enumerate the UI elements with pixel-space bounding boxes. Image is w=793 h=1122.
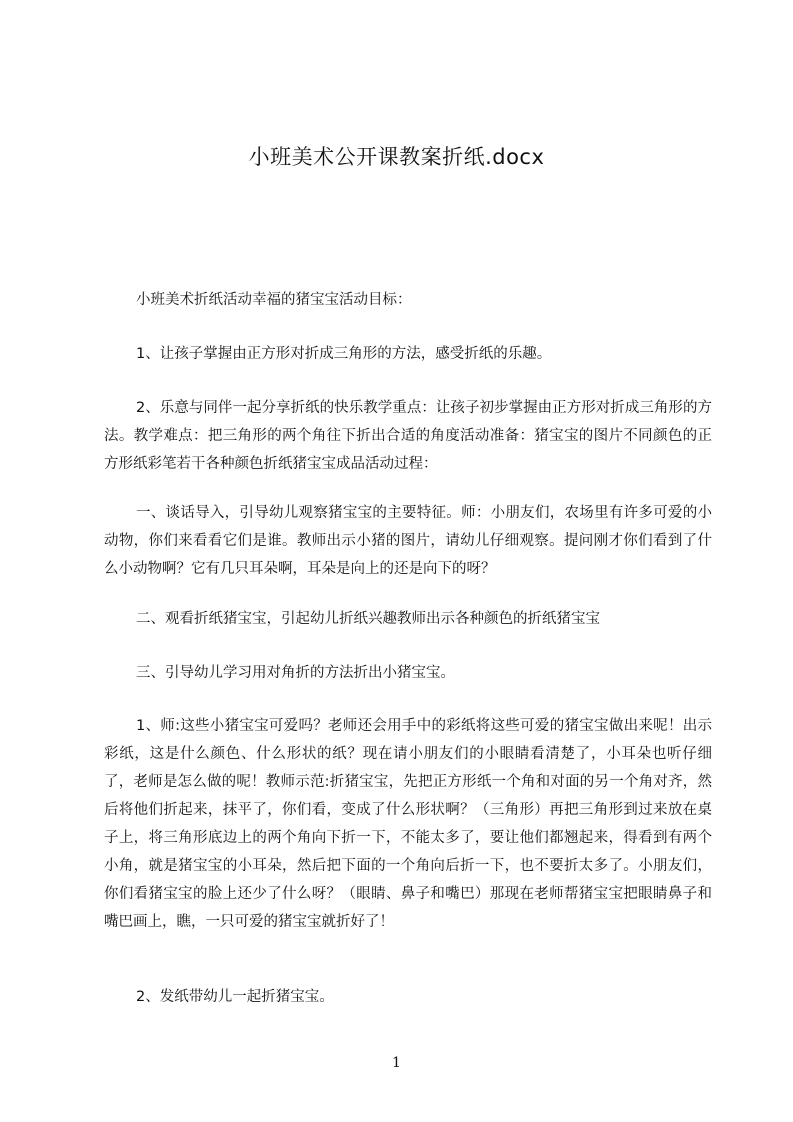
paragraph-objective-2 (104, 394, 712, 478)
paragraph-text: 一、谈话导入，引导幼儿观察猪宝宝的主要特征。师：小朋友们，农场里有许多可爱的小动物，你们来看看它们是谁。教师出示小猪的图片，请幼儿仔细观察。提问刚才你们看到了什么小动物啊？它有几只耳朵啊，耳朵是向上的还是向下的呀？ (104, 505, 712, 577)
paragraph-text: 二、观看折纸猪宝宝，引起幼儿折纸兴趣教师出示各种颜色的折纸猪宝宝 (136, 611, 600, 627)
paragraph-text: 1、让孩子掌握由正方形对折成三角形的方法，感受折纸的乐趣。 (136, 346, 552, 362)
paragraph-step-3 (104, 659, 712, 687)
paragraph-step-3-2 (104, 983, 712, 1011)
paragraph-objective-1 (104, 340, 712, 368)
paragraph-text: 1、师:这些小猪宝宝可爱吗？老师还会用手中的彩纸将这些可爱的猪宝宝做出来呢！出示彩纸，这是什么颜色、什么形状的纸？现在请小朋友们的小眼睛看清楚了，小耳朵也听仔细了，老师是怎么做的呢！教师示范:折猪宝宝，先把正方形纸一个角和对面的另一个角对齐，然后将他们折起来，抹平了，你们看，变成了什么形状啊？（三角形）再把三角形到过来放在桌子上，将三角形底边上的两个角向下折一下，不能太多了，要让他们都翘起来，得看到有两个小角，就是猪宝宝的小耳朵，然后把下面的一个角向后折一下，也不要折太多了。小朋友们，你们看猪宝宝的脸上还少了什么呀？（眼睛、鼻子和嘴巴）那现在老师帮猪宝宝把眼睛鼻子和嘴巴画上，瞧，一只可爱的猪宝宝就折好了！ (104, 718, 712, 930)
paragraph-step-1 (104, 499, 712, 583)
paragraph-text: 小班美术折纸活动幸福的猪宝宝活动目标： (136, 292, 412, 308)
paragraph-text: 三、引导幼儿学习用对角折的方法折出小猪宝宝。 (136, 665, 455, 681)
paragraph-step-3-1 (104, 712, 712, 936)
document-title: 小班美术公开课教案折纸.docx (248, 145, 545, 169)
page-number: 1 (392, 1055, 401, 1071)
paragraph-objectives-heading (104, 286, 712, 314)
paragraph-step-2 (104, 605, 712, 633)
paragraph-text: 2、发纸带幼儿一起折猪宝宝。 (136, 989, 334, 1005)
paragraph-text: 2、乐意与同伴一起分享折纸的快乐教学重点：让孩子初步掌握由正方形对折成三角形的方法。教学难点：把三角形的两个角往下折出合适的角度活动准备：猪宝宝的图片不同颜色的正方形纸彩笔若干各种颜色折纸猪宝宝成品活动过程： (104, 400, 712, 472)
